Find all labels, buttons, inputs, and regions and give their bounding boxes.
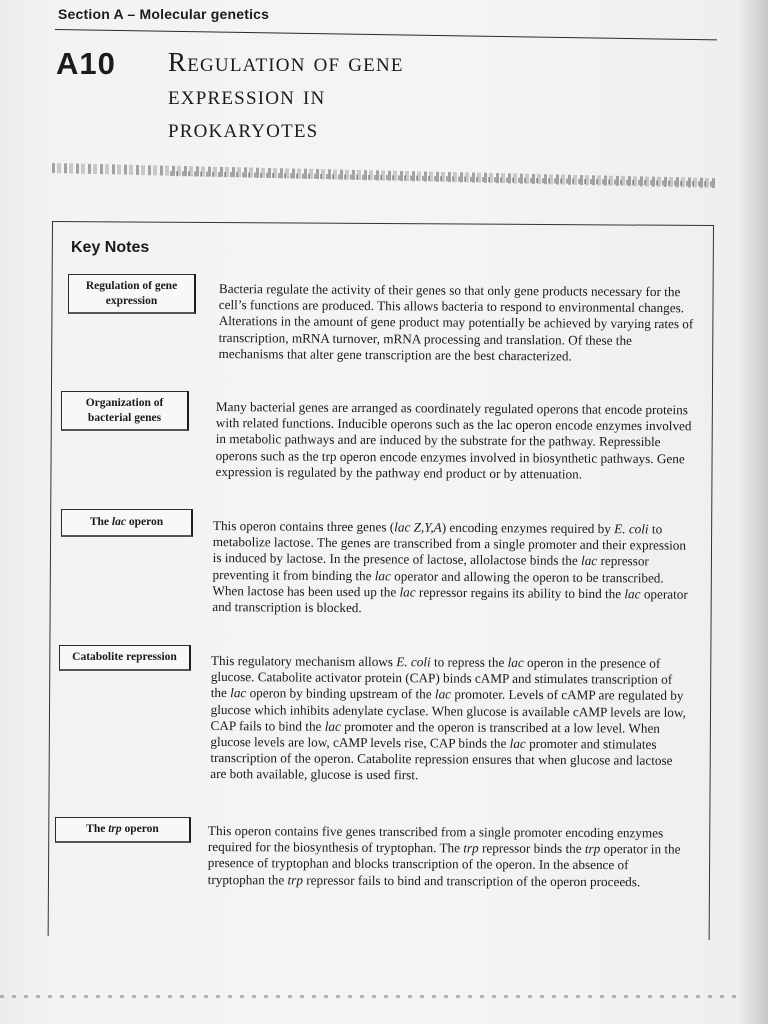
- note-label-text: Catabolite repression: [72, 651, 177, 663]
- note-text-lac-operon: This operon contains three genes (lac Z,Y,A) encoding enzymes required by E. coli to metabolize lactose. The genes are transcribed from a single promoter and their expression is induced by lactose. In the presence of lactose, allolactose binds the lac repressor preventing it from binding the lac operator and allowing the operon to be transcribed. When lactose has been used up the lac repressor regains its ability to bind the lac operator and transcription is blocked.: [212, 518, 688, 616]
- note-text-regulation-of-gene-expression: Bacteria regulate the activity of their genes so that only gene products necessary for the cell’s functions are produced. This allows bacteria to respond to environmental changes. Alterations in the amount of gene product may potentially be achieved by varying rates of transcription, mRNA turnover, mRNA processing and translation. Of these the mechanisms that alter gene transcription are the best characterized.: [218, 281, 694, 364]
- note-label-text: Organization of bacterial genes: [85, 396, 164, 424]
- note-label-text: The trp operon: [86, 823, 159, 835]
- page-bottom-rule: [0, 995, 740, 998]
- note-label-regulation-of-gene-expression: [68, 274, 196, 314]
- note-label-lac-operon: [61, 509, 193, 537]
- page-edge-shadow: [738, 0, 768, 1024]
- note-label-trp-operon: [55, 817, 191, 843]
- note-label-organization-of-bacterial-genes: [61, 391, 189, 431]
- chapter-title-line-2: expression in: [168, 80, 326, 110]
- section-label: Section A – Molecular genetics: [58, 6, 270, 22]
- note-label-catabolite-repression: [59, 645, 191, 671]
- chapter-title: [168, 46, 404, 145]
- chapter-number: A10: [56, 46, 116, 81]
- chapter-title-line-3: prokaryotes: [168, 113, 319, 143]
- note-text-organization-of-bacterial-genes: Many bacterial genes are arranged as coordinately regulated operons that encode proteins with related functions. Inducible operons such as the lac operon encode enzymes involved in metabolic pathways and are induced by the substrate for the pathway. Repressible operons such as the trp operon encode enzymes involved in biosynthetic pathways. Gene expression is regulated by the pathway end product or by attenuation.: [215, 399, 692, 482]
- note-label-text: Regulation of gene expression: [85, 279, 178, 307]
- note-text-catabolite-repression: This regulatory mechanism allows E. coli to repress the lac operon in the presence of glucose. Catabolite activator protein (CAP) binds cAMP and stimulates transcription of the lac operon by binding upstream of the lac promoter. Levels of cAMP are regulated by glucose which inhibits adenylate cyclase. When glucose is available cAMP levels are low, CAP fails to bind the lac promoter and the operon is transcribed at a low level. When glucose levels are low, cAMP levels rise, CAP binds the lac promoter and stimulates transcription of the operon. Catabolite repression ensures that when glucose and lactose are both available, glucose is used first.: [210, 653, 686, 783]
- note-label-text: The lac operon: [89, 516, 164, 528]
- key-notes-heading: Key Notes: [71, 239, 150, 256]
- section-divider: [55, 29, 717, 40]
- chapter-title-line-1: Regulation of gene: [168, 47, 404, 77]
- note-text-trp-operon: This operon contains five genes transcribed from a single promoter encoding enzymes required for the biosynthesis of tryptophan. The trp repressor binds the trp operator in the presence of tryptophan and blocks transcription of the operon. In the absence of tryptophan the trp repressor fails to bind and transcription of the operon proceeds.: [207, 823, 681, 889]
